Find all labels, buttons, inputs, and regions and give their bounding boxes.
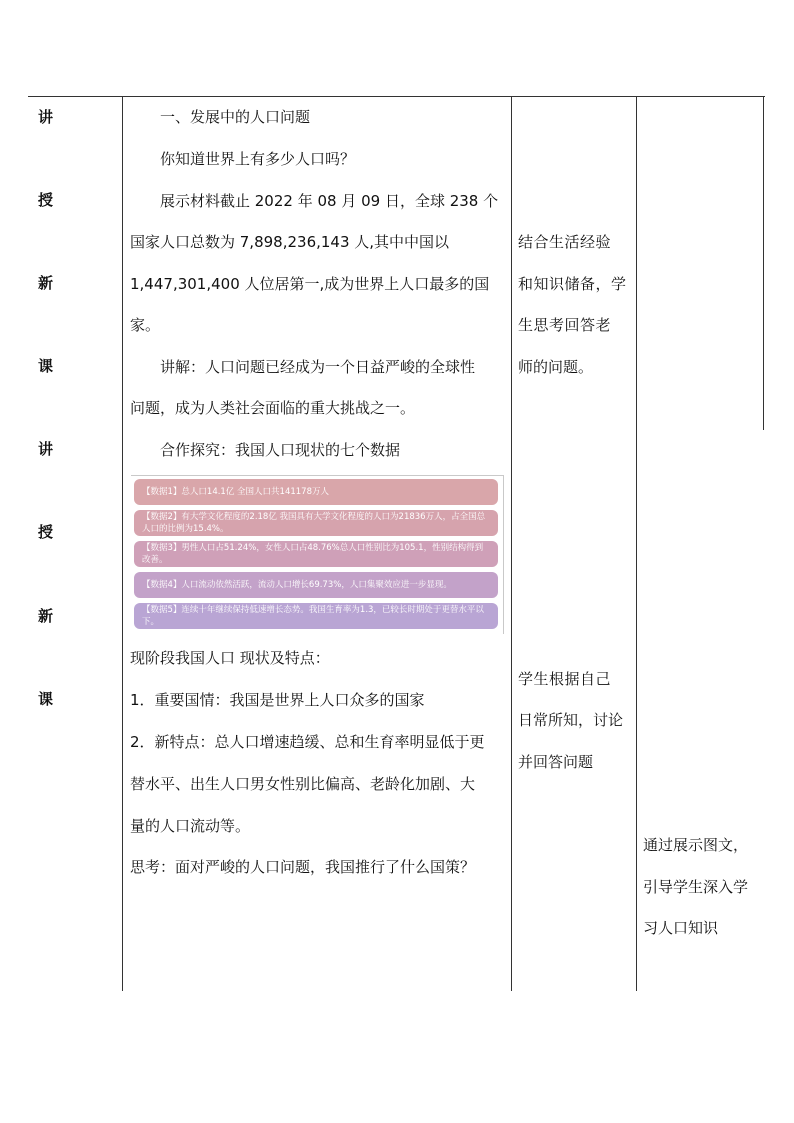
- feature-item: 替水平、出生人口男女性别比偏高、老龄化加剧、大: [130, 775, 476, 793]
- section-label-char: 新: [38, 607, 54, 625]
- student-activity-line: 并回答问题: [518, 753, 594, 771]
- data-item-box: 【数据2】有大学文化程度的2.18亿 我国具有大学文化程度的人口为21836万人，占全国总人口的比例为15.4%。: [134, 510, 498, 536]
- lecture-line: 问题，成为人类社会面临的重大挑战之一。: [130, 399, 416, 417]
- feature-item: 2．新特点：总人口增速趋缓、总和生育率明显低于更: [130, 733, 485, 751]
- student-activity-line: 生思考回答老: [518, 316, 612, 334]
- section-label-char: 授: [38, 191, 54, 209]
- data-item-box: 【数据5】连续十年继续保持低速增长态势。我国生育率为1.3，已较长时期处于更替水平以下。: [134, 603, 498, 629]
- data-item-box: 【数据4】人口流动依然活跃，流动人口增长69.73%，人口集聚效应进一步显现。: [134, 572, 498, 598]
- lecture-line: 讲解：人口问题已经成为一个日益严峻的全球性: [160, 358, 476, 376]
- material-line: 家。: [130, 316, 161, 334]
- design-intent-line: 引导学生深入学: [643, 878, 749, 896]
- section-heading: 一、发展中的人口问题: [160, 108, 311, 126]
- student-activity-line: 学生根据自己: [518, 670, 612, 688]
- explore-prompt: 合作探究：我国人口现状的七个数据: [160, 441, 401, 459]
- material-line: 展示材料截止 2022 年 08 月 09 日，全球 238 个: [160, 192, 499, 210]
- section-label-char: 讲: [38, 440, 54, 458]
- student-activity-line: 和知识储备，学: [518, 275, 627, 293]
- section-label-char: 讲: [38, 108, 54, 126]
- material-line: 国家人口总数为 7,898,236,143 人,其中中国以: [130, 233, 450, 251]
- column-divider-3: [636, 96, 637, 991]
- intro-question: 你知道世界上有多少人口吗？: [160, 150, 356, 168]
- think-question: 思考：面对严峻的人口问题，我国推行了什么国策？: [130, 858, 476, 876]
- section-label-char: 课: [38, 690, 54, 708]
- feature-item: 量的人口流动等。: [130, 817, 251, 835]
- data-item-box: 【数据3】男性人口占51.24%，女性人口占48.76%总人口性别比为105.1，性别结构得到改善。: [134, 541, 498, 567]
- design-intent-line: 通过展示图文，: [643, 836, 749, 854]
- material-line: 1,447,301,400 人位居第一,成为世界上人口最多的国: [130, 275, 490, 293]
- table-top-border: [28, 96, 765, 97]
- features-title: 现阶段我国人口 现状及特点：: [130, 649, 330, 667]
- data-item-box: 【数据1】总人口14.1亿 全国人口共141178万人: [134, 479, 498, 505]
- table-right-border: [763, 96, 764, 430]
- student-activity-line: 结合生活经验: [518, 233, 612, 251]
- column-divider-1: [122, 96, 123, 991]
- section-label-char: 授: [38, 523, 54, 541]
- column-divider-2: [511, 96, 512, 991]
- feature-item: 1．重要国情：我国是世界上人口众多的国家: [130, 691, 425, 709]
- design-intent-line: 习人口知识: [643, 919, 719, 937]
- student-activity-line: 师的问题。: [518, 358, 594, 376]
- student-activity-line: 日常所知，讨论: [518, 711, 624, 729]
- section-label-char: 课: [38, 357, 54, 375]
- section-label-char: 新: [38, 274, 54, 292]
